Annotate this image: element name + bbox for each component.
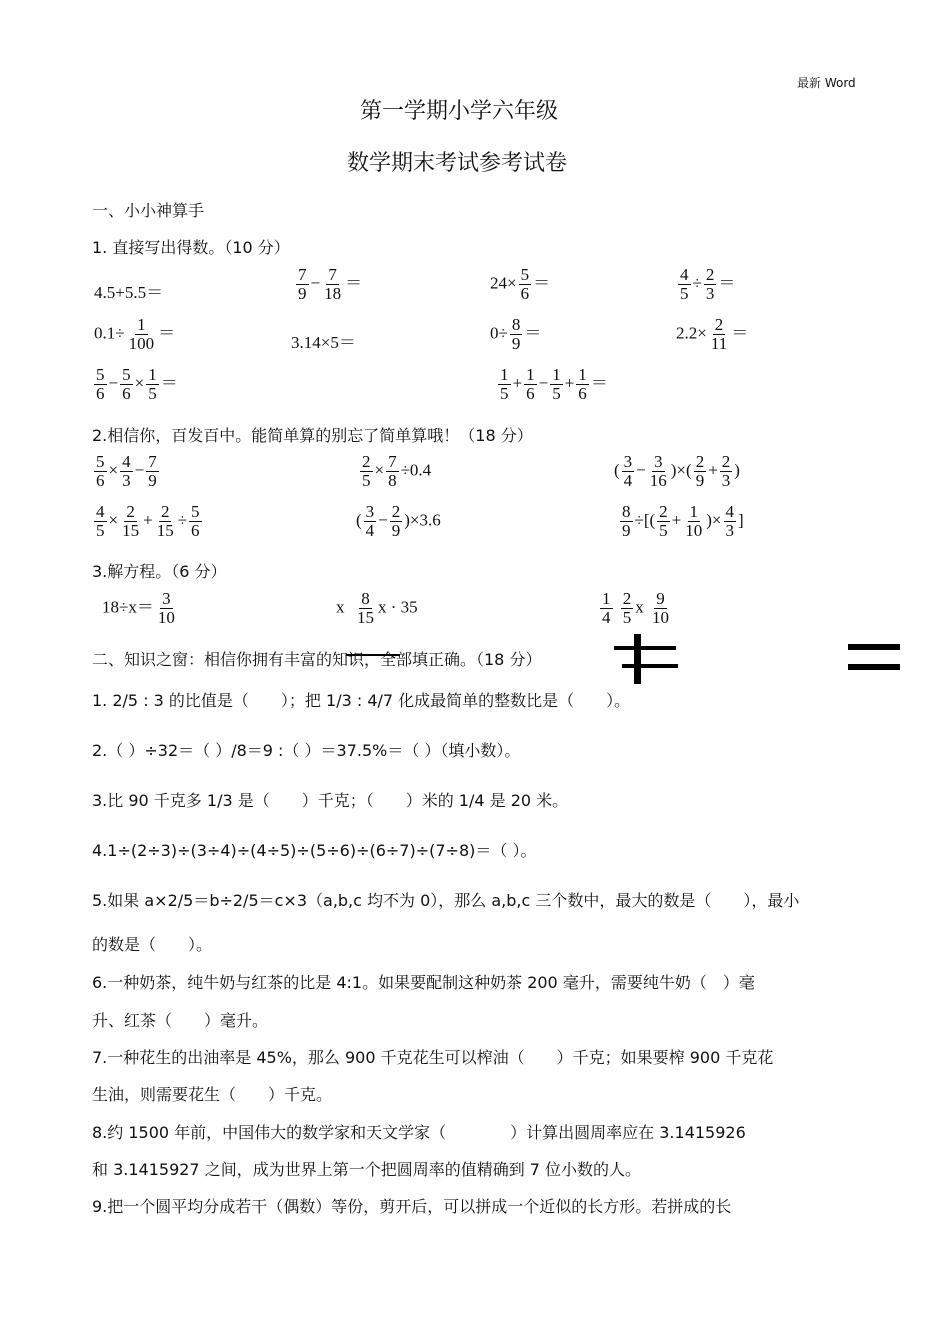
section1-heading: 一、小小神算手 xyxy=(92,201,205,220)
q1-item-2: $\frac{7}{9}$ − $\frac{7}{18}$ ＝ xyxy=(298,265,363,303)
q1-item-4: $\frac{4}{5}$ ÷ $\frac{2}{3}$ ＝ xyxy=(680,265,736,303)
s2-q5-line1: 5.如果 a×2/5＝b÷2/5＝c×3（a,b,c 均不为 0），那么 a,b,c 三个数中，最大的数是（ ），最小 xyxy=(92,891,800,910)
q1-item-3: 24× $\frac{5}{6}$ ＝ xyxy=(490,265,551,303)
q2-item-2: $\frac{2}{5}$ × $\frac{7}{8}$ ÷0.4 xyxy=(362,452,432,490)
s2-q1: 1. 2/5 : 3 的比值是（ ）；把 1/3 : 4/7 化成最简单的整数比是（ ）。 xyxy=(92,691,631,710)
q3-item-3: $\frac{1}{4}$ $\frac{2}{5}$ x $\frac{9}{10}$ xyxy=(602,589,669,627)
q1-item-7: 0÷ $\frac{8}{9}$ ＝ xyxy=(490,315,542,353)
q1-item-5: 0.1÷ $\frac{1}{100}$ ＝ xyxy=(94,315,176,353)
s2-q8-line2: 和 3.1415927 之间，成为世界上第一个把圆周率的值精确到 7 位小数的人。 xyxy=(92,1160,642,1179)
q1-item-6: 3.14×5＝ xyxy=(291,333,356,352)
q2-item-5: ( $\frac{3}{4}$ − $\frac{2}{9}$ )×3.6 xyxy=(356,502,441,540)
page-title: 第一学期小学六年级 xyxy=(360,99,559,124)
s2-q5-line2: 的数是（ ）。 xyxy=(92,935,213,954)
s2-q6-line1: 6.一种奶茶，纯牛奶与红茶的比是 4:1。如果要配制这种奶茶 200 毫升，需要纯牛奶（ ）毫 xyxy=(92,973,755,992)
q2-item-3: ( $\frac{3}{4}$ − $\frac{3}{16}$ )×( $\frac{2}{9}$ + $\frac{2}{3}$ ) xyxy=(614,452,740,490)
q1-item-8: 2.2× $\frac{2}{11}$ ＝ xyxy=(676,315,749,353)
header-tag: 最新 Word xyxy=(797,76,856,90)
q2-item-1: $\frac{5}{6}$ × $\frac{4}{3}$ − $\frac{7}{9}$ xyxy=(96,452,157,490)
s2-q7-line1: 7.一种花生的出油率是 45%，那么 900 千克花生可以榨油（ ）千克；如果要榨 900 千克花 xyxy=(92,1048,774,1067)
s2-q3: 3.比 90 千克多 1/3 是（ ）千克；（ ）米的 1/4 是 20 米。 xyxy=(92,791,569,810)
q1-label: 1. 直接写出得数。（10 分） xyxy=(92,238,290,257)
s2-q6-line2: 升、红茶（ ）毫升。 xyxy=(92,1011,269,1030)
q3-item-1: 18÷x＝ $\frac{3}{10}$ xyxy=(102,589,175,627)
s2-q9: 9.把一个圆平均分成若干（偶数）等份，剪开后，可以拼成一个近似的长方形。若拼成的长 xyxy=(92,1197,732,1216)
section2-heading: 二、知识之窗：相信你拥有丰富的知识，全部填正确。（18 分） xyxy=(92,650,542,669)
q1-item-1: 4.5+5.5＝ xyxy=(94,283,164,302)
s2-q8-line1: 8.约 1500 年前，中国伟大的数学家和天文学家（ ）计算出圆周率应在 3.1415926 xyxy=(92,1123,746,1142)
page-subtitle: 数学期末考试参考试卷 xyxy=(347,151,568,176)
q2-label: 2.相信你，百发百中。能简单算的别忘了简单算哦！（18 分） xyxy=(92,426,533,445)
q1-item-9: $\frac{5}{6}$ − $\frac{5}{6}$ × $\frac{1}{5}$ ＝ xyxy=(96,365,178,403)
q1-item-10: $\frac{1}{5}$ + $\frac{1}{6}$ − $\frac{1}{5}$ + $\frac{1}{6}$ ＝ xyxy=(500,365,608,403)
s2-q4: 4.1÷(2÷3)÷(3÷4)÷(4÷5)÷(5÷6)÷(6÷7)÷(7÷8)＝（ ）。 xyxy=(92,841,537,860)
s2-q7-line2: 生油，则需要花生（ ）千克。 xyxy=(92,1085,333,1104)
q2-item-4: $\frac{4}{5}$ × $\frac{2}{15}$ + $\frac{2}{15}$ ÷ $\frac{5}{6}$ xyxy=(96,502,200,540)
q3-label: 3.解方程。（6 分） xyxy=(92,562,227,581)
s2-q2: 2.（ ）÷32＝（ ）/8＝9 :（ ）＝37.5%＝（ ）（填小数）。 xyxy=(92,741,521,760)
q3-item-2: x $\frac{8}{15}$ x · 35 xyxy=(336,589,418,627)
q2-item-6: $\frac{8}{9}$ ÷[( $\frac{2}{5}$ + $\frac{1}{10}$ )× $\frac{4}{3}$ ] xyxy=(622,502,744,540)
